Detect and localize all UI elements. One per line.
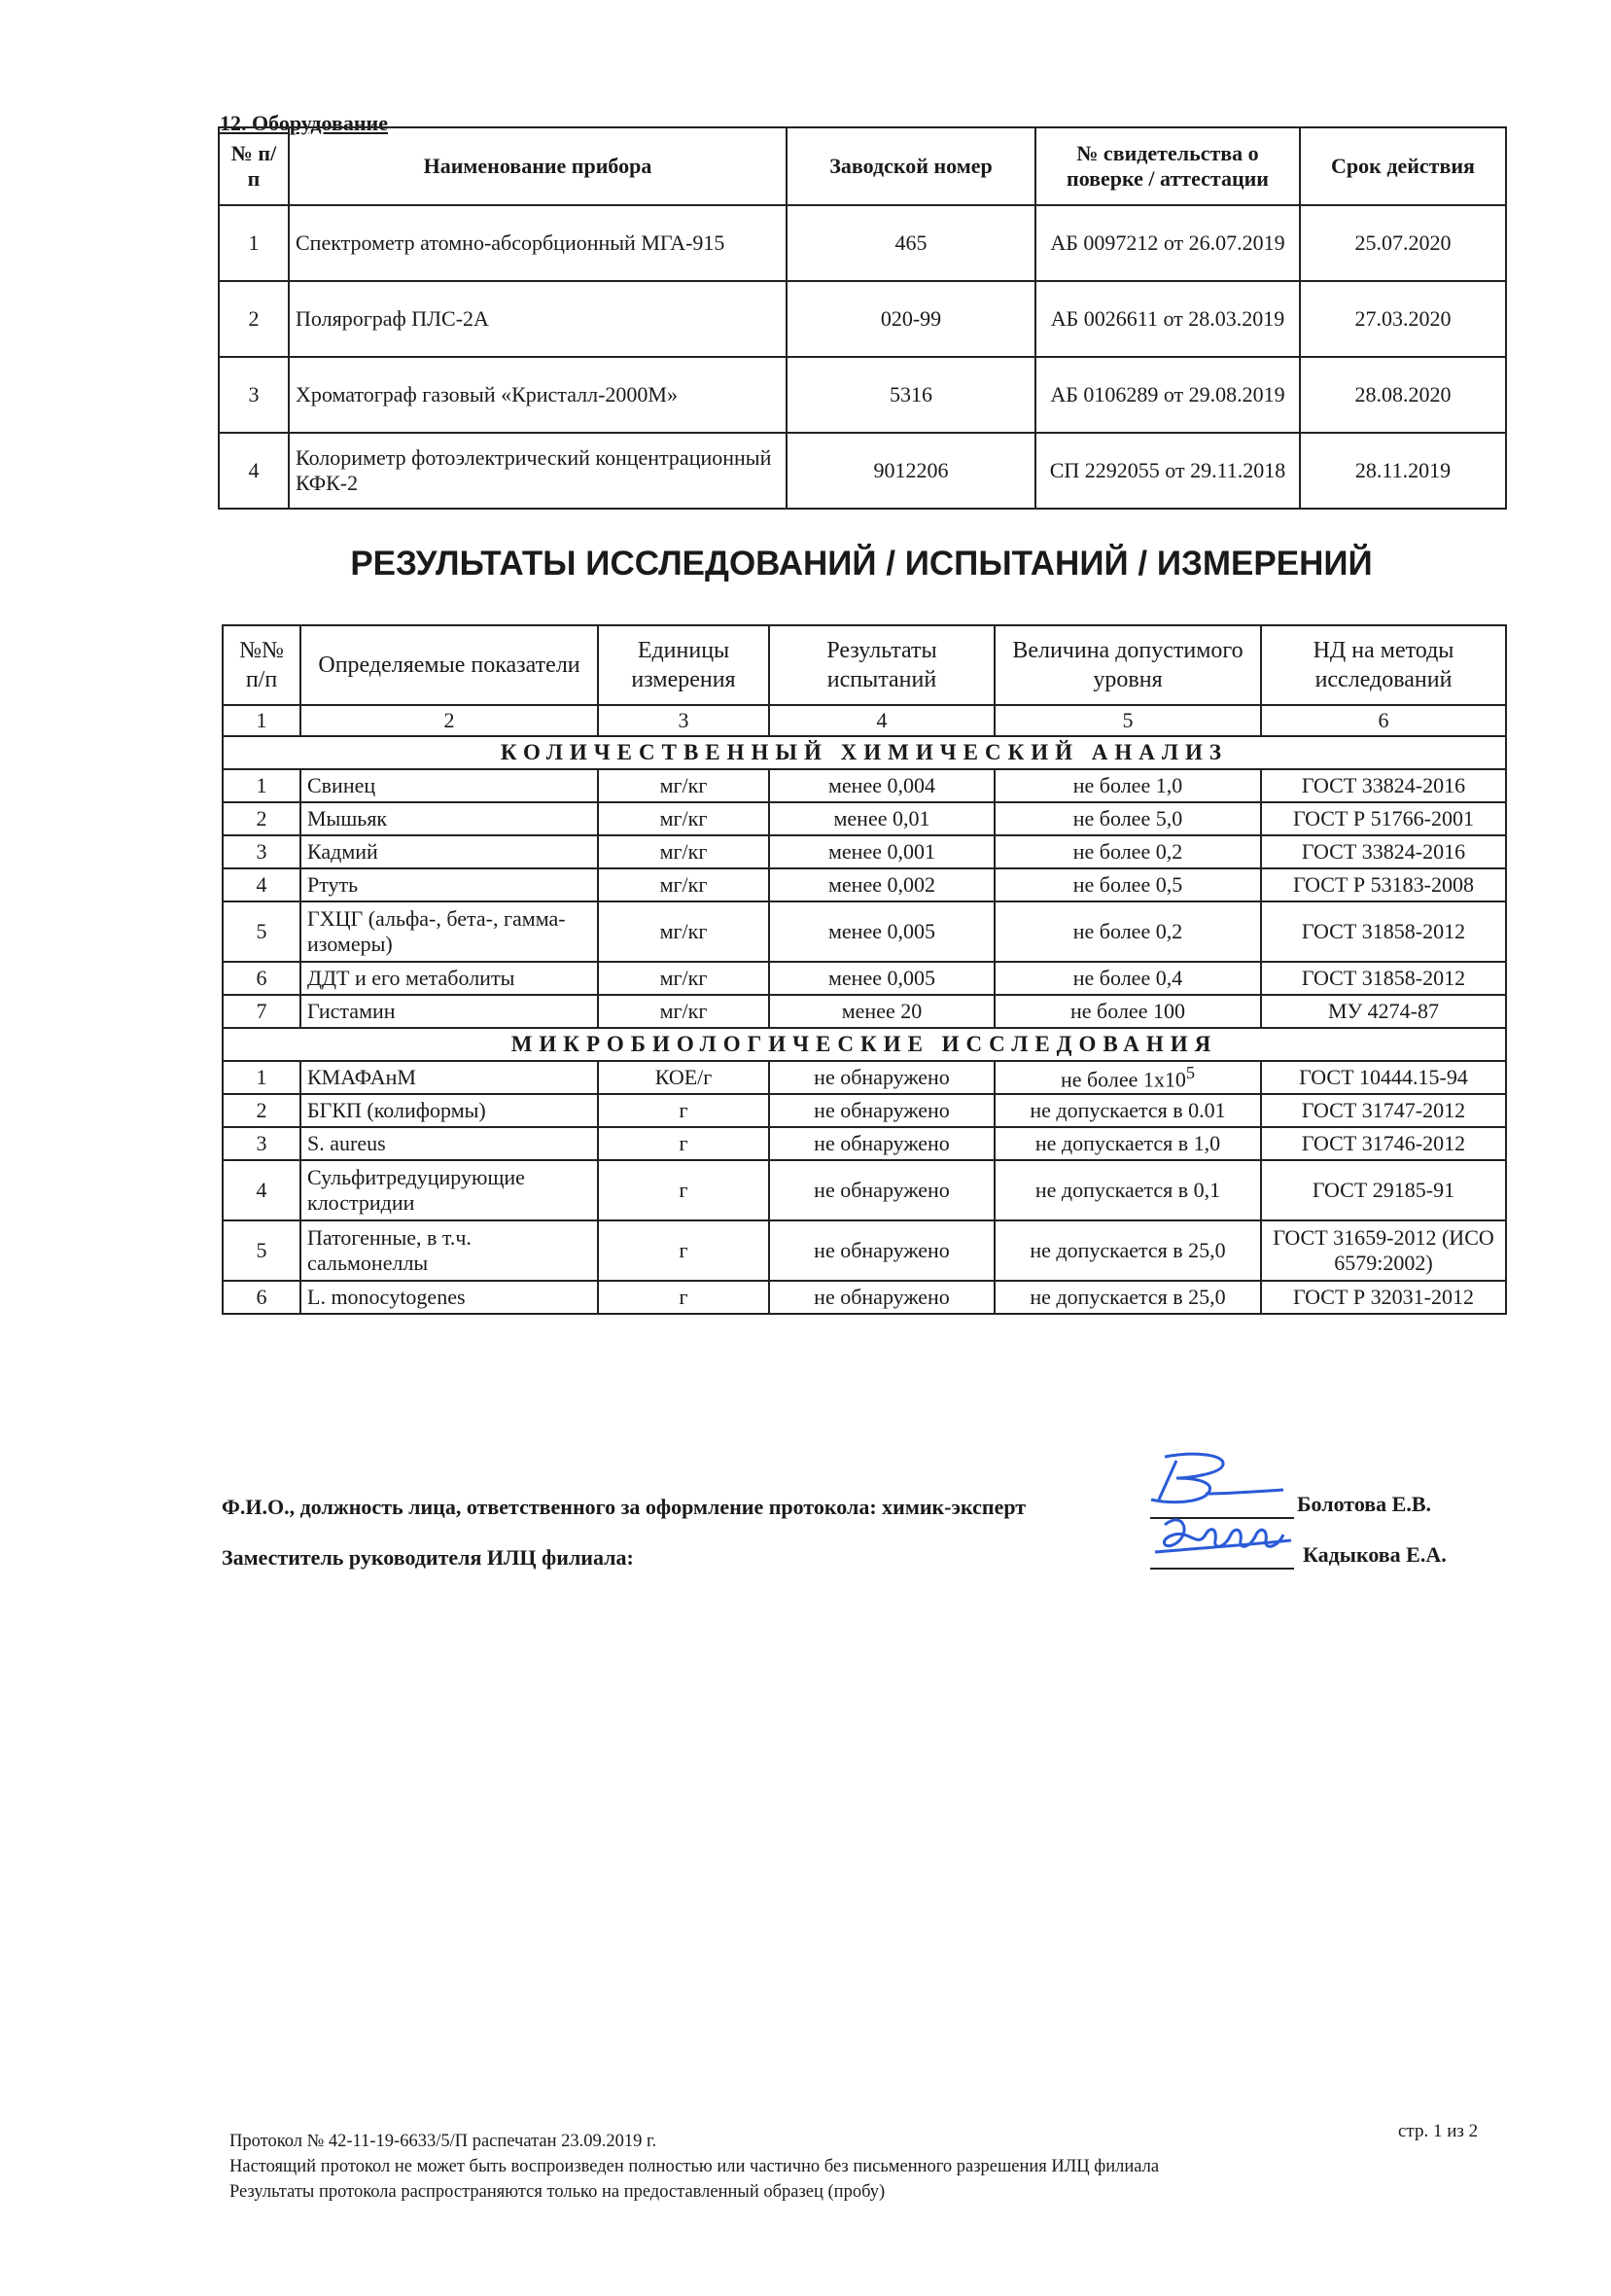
cell-validity: 28.08.2020 — [1300, 357, 1506, 433]
cell-name: Полярограф ПЛС-2А — [289, 281, 787, 357]
cell-indicator: Патогенные, в т.ч. сальмонеллы — [300, 1220, 598, 1281]
cell-indicator: Сульфитредуцирующие клостридии — [300, 1160, 598, 1220]
cell-method: ГОСТ Р 51766-2001 — [1261, 802, 1506, 835]
table-row — [223, 1094, 1506, 1127]
cell-method: ГОСТ 10444.15-94 — [1261, 1061, 1506, 1094]
limit-text: не более 1х10 — [1060, 1067, 1186, 1092]
cell-num: 1 — [219, 205, 289, 281]
footer-protocol-line: Протокол № 42-11-19-6633/5/П распечатан 23.09.2019 г. — [229, 2132, 657, 2151]
footer-copyright-line: Настоящий протокол не может быть воспроизведен полностью или частично без письменного разрешения ИЛЦ филиала — [229, 2157, 1160, 2176]
cell-num: 4 — [219, 433, 289, 509]
cell-units: КОЕ/г — [598, 1061, 769, 1094]
cell-result: не обнаружено — [769, 1094, 995, 1127]
column-number: 2 — [300, 705, 598, 736]
column-number: 1 — [223, 705, 300, 736]
table-row — [223, 1281, 1506, 1314]
cell-num: 4 — [223, 868, 300, 901]
table-row — [223, 962, 1506, 995]
cell-cert: АБ 0097212 от 26.07.2019 — [1035, 205, 1300, 281]
cell-limit: не более 0,4 — [995, 962, 1261, 995]
cell-validity: 28.11.2019 — [1300, 433, 1506, 509]
chem-section-title: КОЛИЧЕСТВЕННЫЙ ХИМИЧЕСКИЙ АНАЛИЗ — [223, 736, 1506, 769]
cell-serial: 9012206 — [787, 433, 1035, 509]
responsible-name: Болотова Е.В. — [1297, 1492, 1432, 1516]
equipment-header-row — [219, 127, 1506, 205]
table-row — [219, 433, 1506, 509]
cell-serial: 020-99 — [787, 281, 1035, 357]
cell-serial: 5316 — [787, 357, 1035, 433]
results-header-row — [223, 625, 1506, 705]
cell-result: менее 0,004 — [769, 769, 995, 802]
cell-method: ГОСТ 31858-2012 — [1261, 962, 1506, 995]
cell-method: ГОСТ 31746-2012 — [1261, 1127, 1506, 1160]
results-table — [222, 624, 1507, 1315]
cell-units: мг/кг — [598, 802, 769, 835]
cell-units: мг/кг — [598, 868, 769, 901]
cell-result: не обнаружено — [769, 1160, 995, 1220]
cell-num: 3 — [223, 835, 300, 868]
cell-result: не обнаружено — [769, 1127, 995, 1160]
cell-method: ГОСТ Р 32031-2012 — [1261, 1281, 1506, 1314]
table-row — [223, 995, 1506, 1028]
column-number: 4 — [769, 705, 995, 736]
cell-units: мг/кг — [598, 769, 769, 802]
cell-num: 2 — [219, 281, 289, 357]
cell-result: менее 0,005 — [769, 901, 995, 962]
page-number: стр. 1 из 2 — [1398, 2121, 1479, 2141]
cell-result: не обнаружено — [769, 1220, 995, 1281]
cell-cert: АБ 0026611 от 28.03.2019 — [1035, 281, 1300, 357]
cell-name: Хроматограф газовый «Кристалл-2000М» — [289, 357, 787, 433]
table-row — [223, 901, 1506, 962]
cell-num: 1 — [223, 769, 300, 802]
cell-num: 6 — [223, 1281, 300, 1314]
cell-units: мг/кг — [598, 995, 769, 1028]
equipment-section-title: 12. Оборудование — [220, 111, 388, 135]
table-row — [219, 357, 1506, 433]
cell-limit: не допускается в 1,0 — [995, 1127, 1261, 1160]
table-row — [223, 1160, 1506, 1220]
cell-limit: не более 0,2 — [995, 901, 1261, 962]
header-validity: Срок действия — [1300, 127, 1506, 205]
deputy-label: Заместитель руководителя ИЛЦ филиала: — [222, 1545, 634, 1570]
cell-indicator: Кадмий — [300, 835, 598, 868]
cell-limit: не более 0,2 — [995, 835, 1261, 868]
cell-indicator: БГКП (колиформы) — [300, 1094, 598, 1127]
header-cert: № свидетельства о поверке / аттестации — [1035, 127, 1300, 205]
cell-num: 5 — [223, 901, 300, 962]
cell-limit: не более 1,0 — [995, 769, 1261, 802]
header-result: Результаты испытаний — [769, 625, 995, 705]
table-row — [223, 868, 1506, 901]
cell-indicator: Мышьяк — [300, 802, 598, 835]
column-number: 3 — [598, 705, 769, 736]
cell-name: Спектрометр атомно-абсорбционный МГА-915 — [289, 205, 787, 281]
table-row — [223, 835, 1506, 868]
header-serial: Заводской номер — [787, 127, 1035, 205]
cell-method: ГОСТ 31747-2012 — [1261, 1094, 1506, 1127]
header-num: № п/п — [219, 127, 289, 205]
chem-section-row — [223, 736, 1506, 769]
cell-num: 3 — [223, 1127, 300, 1160]
cell-indicator: Ртуть — [300, 868, 598, 901]
table-row — [223, 769, 1506, 802]
cell-name: Колориметр фотоэлектрический концентрационный КФК-2 — [289, 433, 787, 509]
header-limit: Величина допустимого уровня — [995, 625, 1261, 705]
cell-indicator: Свинец — [300, 769, 598, 802]
footer — [229, 2129, 1159, 2205]
cell-units: мг/кг — [598, 835, 769, 868]
signature-kadykova-icon — [1145, 1505, 1311, 1566]
cell-units: г — [598, 1127, 769, 1160]
results-title: РЕЗУЛЬТАТЫ ИССЛЕДОВАНИЙ / ИСПЫТАНИЙ / ИЗМЕРЕНИЙ — [350, 545, 1373, 583]
micro-section-row — [223, 1028, 1506, 1061]
cell-limit: не более 5,0 — [995, 802, 1261, 835]
cell-result: не обнаружено — [769, 1061, 995, 1094]
cell-result: менее 0,01 — [769, 802, 995, 835]
cell-num: 6 — [223, 962, 300, 995]
cell-num: 2 — [223, 802, 300, 835]
cell-limit: не более 0,5 — [995, 868, 1261, 901]
cell-result: менее 0,001 — [769, 835, 995, 868]
header-method: НД на методы исследований — [1261, 625, 1506, 705]
cell-num: 5 — [223, 1220, 300, 1281]
cell-num: 1 — [223, 1061, 300, 1094]
cell-limit: не допускается в 0,1 — [995, 1160, 1261, 1220]
cell-limit: не допускается в 25,0 — [995, 1220, 1261, 1281]
cell-method: МУ 4274-87 — [1261, 995, 1506, 1028]
cell-result: менее 0,002 — [769, 868, 995, 901]
cell-cert: АБ 0106289 от 29.08.2019 — [1035, 357, 1300, 433]
cell-indicator: Гистамин — [300, 995, 598, 1028]
cell-indicator: ГХЦГ (альфа-, бета-, гамма-изомеры) — [300, 901, 598, 962]
cell-num: 3 — [219, 357, 289, 433]
signature-rule — [1150, 1568, 1294, 1570]
cell-limit: не допускается в 0.01 — [995, 1094, 1261, 1127]
cell-num: 4 — [223, 1160, 300, 1220]
responsible-label: Ф.И.О., должность лица, ответственного за оформление протокола: химик-эксперт — [222, 1495, 1027, 1519]
table-row — [219, 281, 1506, 357]
cell-result: менее 0,005 — [769, 962, 995, 995]
table-row — [223, 1127, 1506, 1160]
cell-validity: 25.07.2020 — [1300, 205, 1506, 281]
cell-units: г — [598, 1094, 769, 1127]
cell-indicator: S. aureus — [300, 1127, 598, 1160]
header-units: Единицы измерения — [598, 625, 769, 705]
table-row — [219, 205, 1506, 281]
table-row — [223, 802, 1506, 835]
cell-result: менее 20 — [769, 995, 995, 1028]
cell-serial: 465 — [787, 205, 1035, 281]
cell-units: г — [598, 1160, 769, 1220]
header-name: Наименование прибора — [289, 127, 787, 205]
cell-units: мг/кг — [598, 962, 769, 995]
micro-section-title: МИКРОБИОЛОГИЧЕСКИЕ ИССЛЕДОВАНИЯ — [223, 1028, 1506, 1061]
limit-exponent: 5 — [1185, 1063, 1196, 1082]
cell-result: не обнаружено — [769, 1281, 995, 1314]
cell-units: г — [598, 1281, 769, 1314]
cell-method: ГОСТ 29185-91 — [1261, 1160, 1506, 1220]
header-num: №№ п/п — [223, 625, 300, 705]
cell-validity: 27.03.2020 — [1300, 281, 1506, 357]
table-row — [223, 1220, 1506, 1281]
cell-units: г — [598, 1220, 769, 1281]
cell-indicator: L. monocytogenes — [300, 1281, 598, 1314]
deputy-name: Кадыкова Е.А. — [1303, 1542, 1447, 1567]
cell-method: ГОСТ 31858-2012 — [1261, 901, 1506, 962]
equipment-table — [218, 126, 1507, 510]
cell-num: 7 — [223, 995, 300, 1028]
cell-method: ГОСТ Р 53183-2008 — [1261, 868, 1506, 901]
cell-indicator: КМАФАнМ — [300, 1061, 598, 1094]
cell-cert: СП 2292055 от 29.11.2018 — [1035, 433, 1300, 509]
cell-limit: не более 100 — [995, 995, 1261, 1028]
cell-limit — [995, 1061, 1261, 1094]
column-number-row — [223, 705, 1506, 736]
cell-indicator: ДДТ и его метаболиты — [300, 962, 598, 995]
footer-scope-line: Результаты протокола распространяются только на предоставленный образец (пробу) — [229, 2182, 886, 2202]
cell-method: ГОСТ 33824-2016 — [1261, 835, 1506, 868]
column-number: 6 — [1261, 705, 1506, 736]
cell-limit: не допускается в 25,0 — [995, 1281, 1261, 1314]
cell-method: ГОСТ 31659-2012 (ИСО 6579:2002) — [1261, 1220, 1506, 1281]
cell-units: мг/кг — [598, 901, 769, 962]
cell-num: 2 — [223, 1094, 300, 1127]
column-number: 5 — [995, 705, 1261, 736]
header-indicator: Определяемые показатели — [300, 625, 598, 705]
cell-method: ГОСТ 33824-2016 — [1261, 769, 1506, 802]
table-row — [223, 1061, 1506, 1094]
